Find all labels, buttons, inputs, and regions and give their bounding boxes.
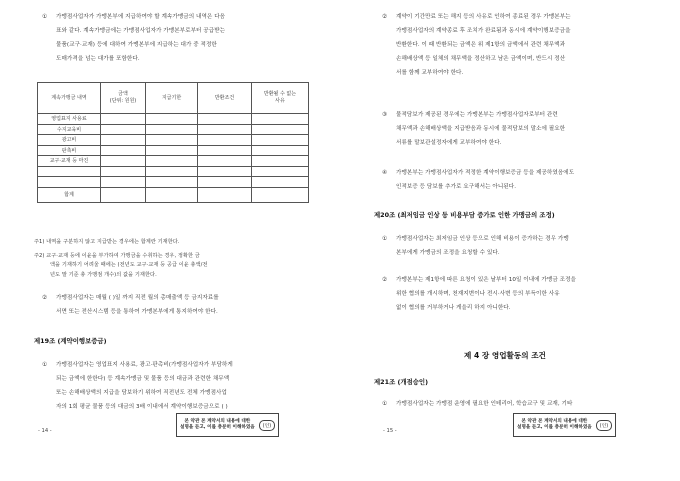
table-header: 반환될 수 없는 사유 [252, 83, 309, 114]
table-row [38, 177, 309, 188]
table-row: 수지교육비 [38, 124, 309, 135]
article-20-heading: 제20조 (최저임금 인상 등 비용부담 증가로 인한 가맹금의 조정) [374, 211, 555, 219]
signature-footer: 본 약관 본 계약서의 내용에 대한 설명을 듣고, 이를 충분히 이해하였음 (인) [513, 413, 616, 437]
page-number: - 14 - [38, 428, 52, 434]
chapter-4-title: 제 4 장 영업활동의 조건 [464, 351, 546, 360]
table-header: 지급기한 [146, 83, 198, 114]
table-notes: 주1) 내역을 구분하지 않고 지급받는 경우에는 합계란 기재한다. 주2) 교구·교재 등에 이윤을 부가하여 가맹금을 수취하는 경우, 정확한 금 액을 기재하기 어려울 때에는 (전년도 교구·교재 등 공급 이윤 총액/전 년도 말 기준 총 가맹점 개수)의 값을 기재한다. [34, 239, 208, 278]
right-page [340, 0, 680, 481]
continuing-fee-table [37, 82, 309, 203]
paragraph-4: ① 가맹점사업자는 최저임금 인상 등으로 인해 비용이 증가하는 경우 가맹 본부에게 가맹금의 조정을 요청할 수 있다. [382, 236, 569, 256]
page-number: - 15 - [383, 428, 397, 434]
table-header: 반환조건 [198, 83, 252, 114]
table-row: 교구·교재 등 마진 [38, 156, 309, 167]
table-header: 금액 (단위: 원원) [101, 83, 146, 114]
seal-mark: (인) [259, 420, 275, 431]
paragraph-6: ① 가맹점사업자는 가맹점 운영에 필요한 인테리어, 학습교구 및 교재, 기타 [382, 401, 573, 407]
table-header: 계속가맹금 내역 [38, 83, 101, 114]
article-19-heading: 제19조 (계약이행보증금) [34, 337, 107, 345]
article-21-heading: 제21조 (개점승인) [374, 378, 428, 386]
paragraph-3: ① 가맹점사업자는 영업표지 사용료, 광고·판촉비(가맹점사업자가 부담하게 되는 금액에 한한다) 등 계속가맹금 및 물품 등의 대금과 관련한 채무액 또는 손해배상액의 지급을 담보하기 위하여 직전년도 전체 가맹점사업 자의 1회 평균 물품 등의 대금의 3배 이내에서 계약이행보증금으로 ( ) [42, 362, 233, 410]
paragraph-1: ② 계약이 기간만료 또는 해지 등의 사유로 인하여 종료된 경우 가맹본부는 가맹점사업자의 계약종료 후 조치가 완료됨과 동시에 계약이행보증금을 반환한다. 이 때 반환되는 금액은 위 제1항의 금액에서 관련 채무액과 손해배상액 등 일체의 채무액을 정산하고 남은 금액이며, 반드시 정산 서를 함께 교부하여야 한다. [382, 14, 571, 76]
table-row: 광고비 [38, 135, 309, 146]
table-row: 영업표지 사용료 [38, 114, 309, 125]
table-total-row: 합계 [38, 187, 309, 202]
paragraph-3: ④ 가맹본부는 가맹점사업자가 적정한 계약이행보증금 등을 제공하였음에도 인적보증 등 담보를 추가로 요구해서는 아니된다. [382, 170, 575, 190]
table-row: 판촉비 [38, 145, 309, 156]
paragraph-1: ① 가맹점사업자가 가맹본부에 지급하여야 할 계속가맹금의 내역은 다음 표와 같다. 계속가맹금에는 가맹점사업자가 가맹본부로부터 공급받는 물품(교구·교재) 등에 대하여 가맹본부에 지급하는 대가 중 적정한 도매가격을 넘는 대가를 포함한다. [42, 14, 226, 62]
paragraph-2: ③ 물적담보가 제공된 경우에는 가맹본부는 가맹점사업자로부터 관련 채무액과 손해배상액을 지급받음과 동시에 물적담보의 말소에 필요한 서류를 말보관설정자에게 교부하여야 한다. [382, 112, 566, 146]
signature-footer: 본 약관 본 계약서의 내용에 대한 설명을 듣고, 이를 충분히 이해하였음 (인) [176, 413, 279, 437]
paragraph-2: ② 가맹점사업자는 매월 ( )일 까지 직전 월의 총매출액 등 금지자료를 서면 또는 전산시스템 등을 통하여 가맹본부에게 통지하여야 한다. [42, 295, 219, 315]
paragraph-5: ② 가맹본부는 제1항에 따른 요청이 있은 날부터 10일 이내에 가맹금 조정을 위한 협의를 개시하며, 천재지변이나 전시·사변 등의 부득이한 사유 없이 협의를 거부하거나 게을리 하지 아니한다. [382, 277, 576, 311]
table-row [38, 166, 309, 177]
seal-mark: (인) [596, 420, 612, 431]
